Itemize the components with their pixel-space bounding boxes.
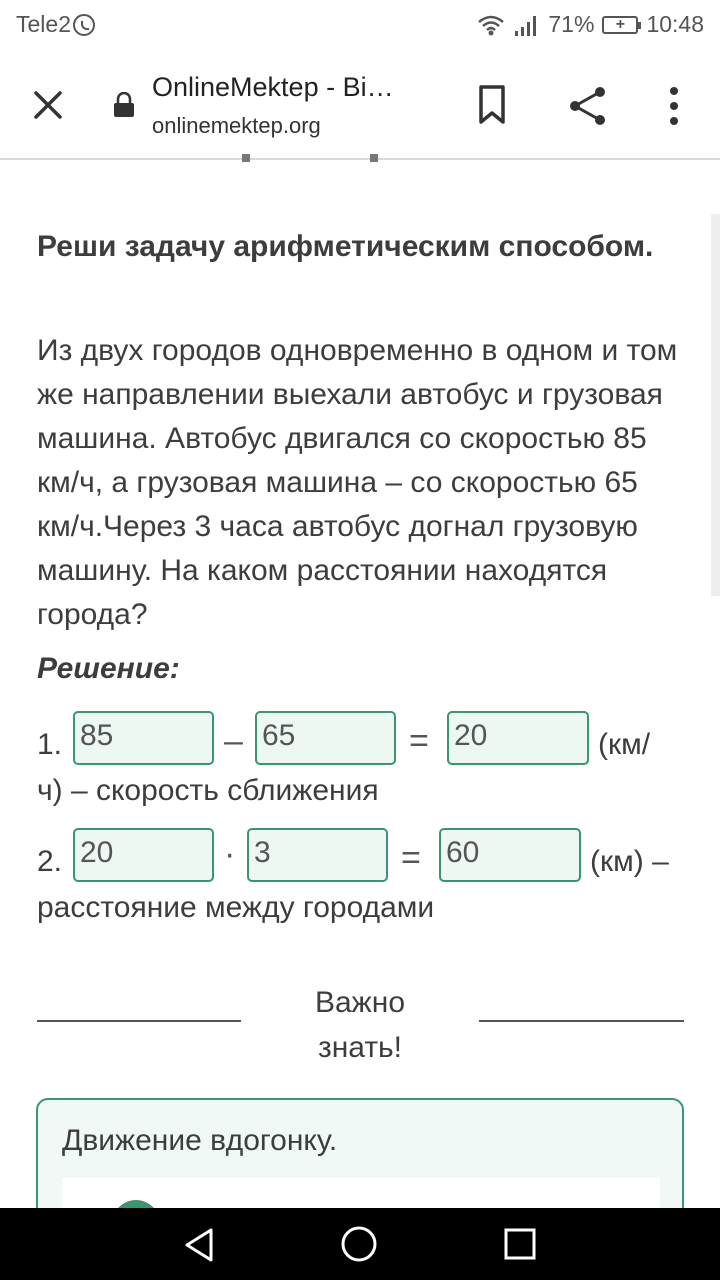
multiply-operator: ·	[224, 835, 236, 873]
bookmark-icon[interactable]	[474, 84, 510, 126]
step-description: ч) – скорость сближения	[37, 774, 379, 807]
clock: 10:48	[646, 11, 704, 37]
solution-step-1	[0, 710, 720, 770]
status-left	[16, 11, 95, 38]
url-text[interactable]: onlinemektep.org	[152, 113, 321, 138]
wifi-icon	[476, 13, 506, 37]
cut-off-text	[230, 154, 400, 162]
important-heading	[270, 980, 450, 1070]
unit-text: (км/	[598, 728, 651, 761]
battery-percent: 71%	[548, 11, 595, 37]
answer-input[interactable]: 65	[255, 711, 396, 765]
unit-text: (км) –	[590, 845, 669, 878]
solution-step-2	[0, 827, 720, 887]
equals-sign: =	[401, 839, 421, 877]
carrier-name: Tele2	[16, 11, 71, 37]
answer-input[interactable]: 20	[73, 828, 214, 882]
minus-operator: –	[224, 722, 243, 760]
problem-text: Из двух городов одновременно в одном и том же направлении выехали автобус и грузовая машина. Автобус двигался со скоростью 85 км/ч, а грузовая машина – со скоростью 65 км/ч.Через 3 часа автобус догнал грузовую машину. На каком расстоянии находятся города?	[37, 334, 678, 631]
navigation-bar	[0, 1208, 720, 1280]
solution-label: Решение:	[37, 652, 180, 685]
browser-toolbar	[0, 52, 720, 160]
status-bar	[0, 0, 720, 52]
back-icon[interactable]	[181, 1227, 217, 1263]
page-title[interactable]: OnlineMektep - Bi…	[152, 72, 394, 102]
recent-apps-icon[interactable]	[503, 1227, 537, 1261]
status-right	[476, 11, 704, 38]
important-line-1: Важно	[314, 986, 405, 1019]
card-title: Движение вдогонку.	[62, 1124, 338, 1157]
scrollbar[interactable]	[711, 214, 720, 596]
divider-left	[37, 1020, 241, 1022]
lock-icon	[112, 92, 136, 118]
whatsapp-icon	[73, 14, 95, 36]
step-number: 1.	[37, 728, 63, 761]
step-description: расстояние между городами	[37, 891, 435, 924]
more-menu-icon[interactable]	[660, 84, 688, 128]
equals-sign: =	[409, 722, 429, 760]
signal-icon	[514, 13, 540, 37]
important-line-2: знать!	[317, 1031, 403, 1064]
divider-right	[479, 1020, 684, 1022]
answer-input[interactable]: 20	[447, 711, 589, 765]
share-icon[interactable]	[566, 84, 610, 128]
step-number: 2.	[37, 845, 63, 878]
home-icon[interactable]	[340, 1225, 378, 1263]
answer-input[interactable]: 3	[247, 828, 388, 882]
answer-input[interactable]: 85	[73, 711, 214, 765]
task-heading: Реши задачу арифметическим способом.	[37, 230, 654, 263]
battery-icon: +	[602, 16, 638, 34]
close-icon[interactable]	[28, 85, 68, 125]
answer-input[interactable]: 60	[439, 828, 581, 882]
